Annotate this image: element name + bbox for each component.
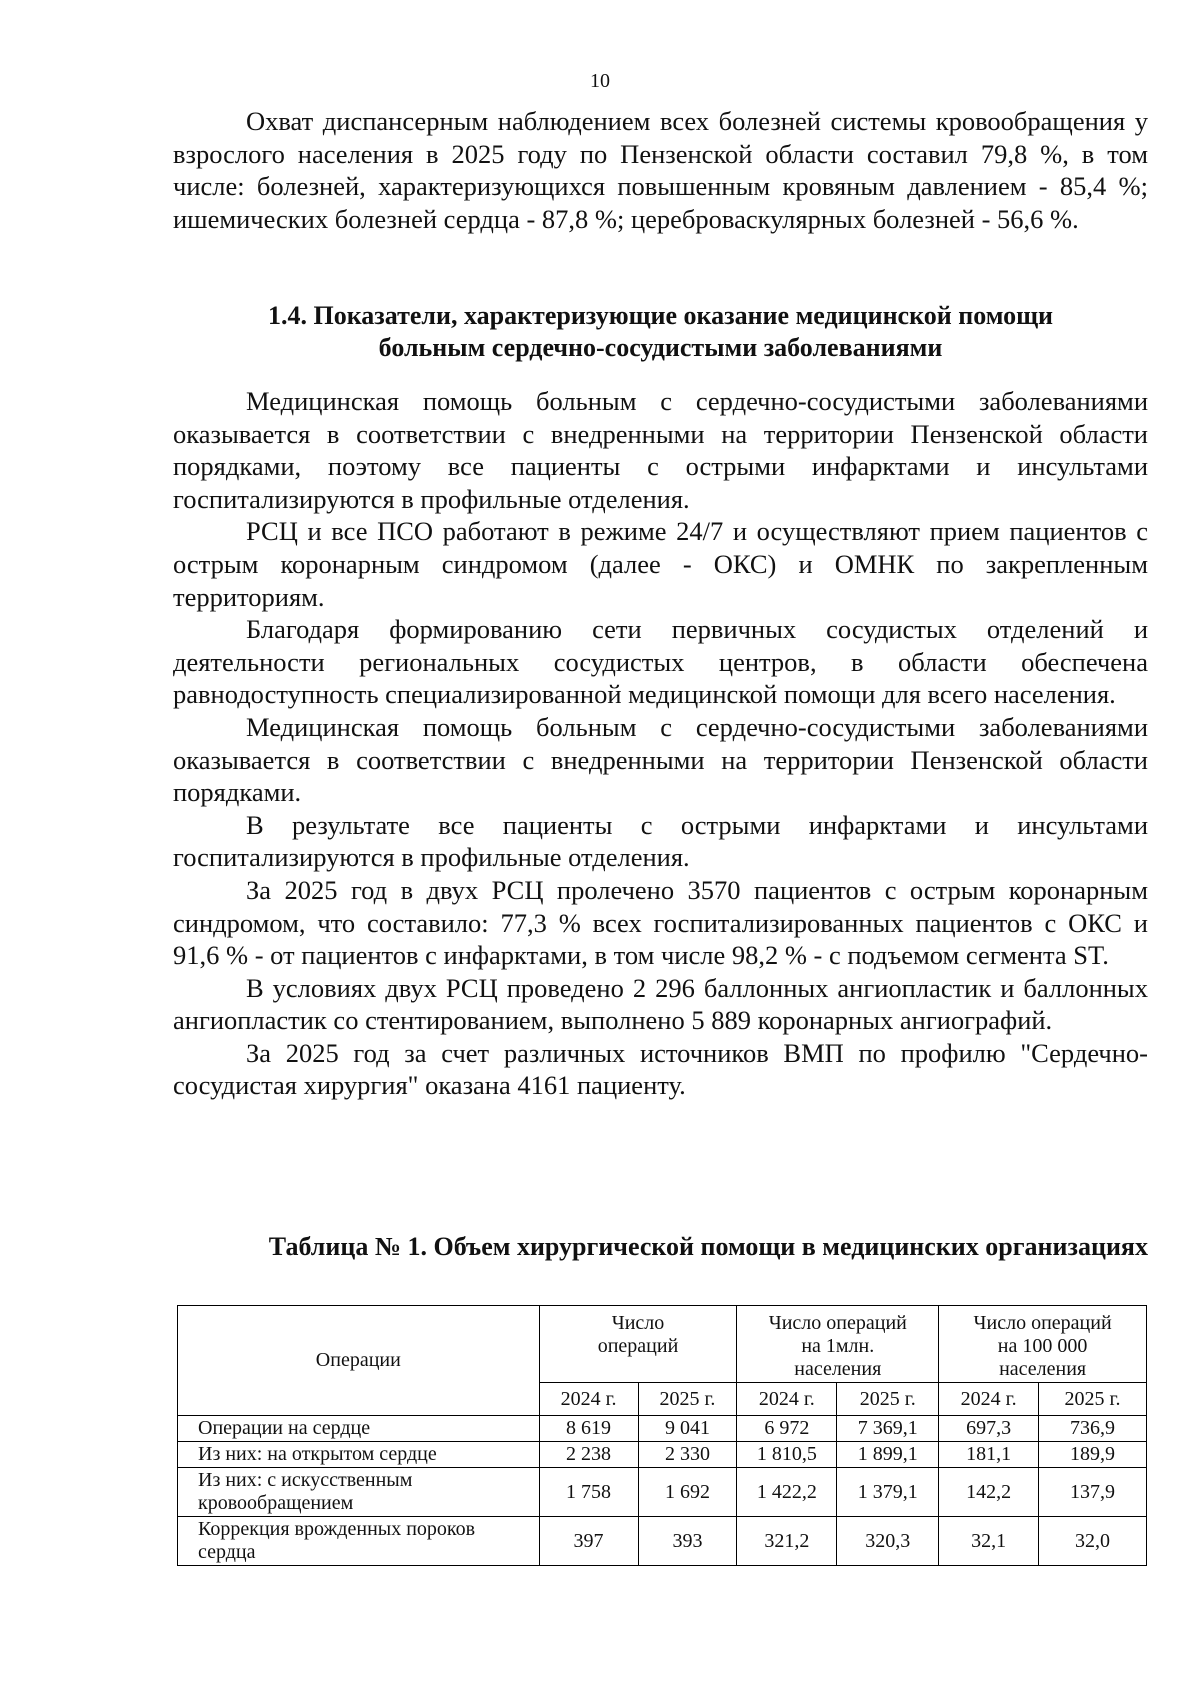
paragraph: В условиях двух РСЦ проведено 2 296 баллонных ангиопластик и баллонных ангиопластик со стентированием, выполнено 5 889 коронарных ангиографий. [173, 972, 1148, 1036]
paragraph: РСЦ и все ПСО работают в режиме 24/7 и осуществляют прием пациентов с острым коронарным синдромом (далее - ОКС) и ОМНК по закрепленным территориям. [173, 516, 1148, 612]
intro-text [173, 105, 1148, 235]
header-line: населения [999, 1358, 1087, 1380]
header-line: Число операций [768, 1312, 907, 1334]
table-row [178, 1468, 1147, 1517]
column-header-operations: Операции [178, 1306, 540, 1416]
table-row [178, 1416, 1147, 1442]
paragraph: За 2025 год за счет различных источников ВМП по профилю "Сердечно-сосудистая хирургия" оказана 4161 пациенту. [173, 1037, 1148, 1101]
page-number: 10 [590, 70, 610, 92]
table-cell: 1 692 [638, 1468, 737, 1517]
paragraph: Медицинская помощь больным с сердечно-сосудистыми заболеваниями оказывается в соответствии с внедренными на территории Пензенской области порядками. [173, 711, 1148, 808]
year-header: 2024 г. [539, 1383, 638, 1416]
table-cell: 1 899,1 [837, 1442, 939, 1468]
section-heading-line: больным сердечно-сосудистыми заболеваниями [378, 333, 943, 362]
year-header: 2025 г. [837, 1383, 939, 1416]
body-text [173, 385, 1148, 1102]
table-cell: 9 041 [638, 1416, 737, 1442]
table-cell: 1 379,1 [837, 1468, 939, 1517]
table-cell: 1 758 [539, 1468, 638, 1517]
column-group-per-million [737, 1306, 939, 1383]
year-header: 2025 г. [638, 1383, 737, 1416]
table-cell: 393 [638, 1517, 737, 1566]
table-cell: 1 422,2 [737, 1468, 837, 1517]
header-line: населения [794, 1358, 882, 1380]
table-cell: 2 330 [638, 1442, 737, 1468]
table-cell: 32,0 [1039, 1517, 1147, 1566]
section-heading-line: 1.4. Показатели, характеризующие оказание медицинской помощи [267, 301, 1053, 330]
year-header: 2025 г. [1039, 1383, 1147, 1416]
header-line: Число [611, 1312, 665, 1334]
table-cell: 142,2 [939, 1468, 1039, 1517]
row-label: Операции на сердце [178, 1416, 540, 1442]
table-cell: 320,3 [837, 1517, 939, 1566]
column-group-operations-count [539, 1306, 737, 1383]
table-row [178, 1442, 1147, 1468]
table-cell: 181,1 [939, 1442, 1039, 1468]
paragraph: Благодаря формированию сети первичных сосудистых отделений и деятельности региональных сосудистых центров, в области обеспечена равнодоступность специализированной медицинской помощи для всего населения. [173, 614, 1148, 710]
table-cell: 8 619 [539, 1416, 638, 1442]
table-row [178, 1517, 1147, 1566]
paragraph: Медицинская помощь больным с сердечно-сосудистыми заболеваниями оказывается в соответствии с внедренными на территории Пензенской области порядками, поэтому все пациенты с острыми инфарктами и инсультами госпитализируются в профильные отделения. [173, 386, 1148, 514]
table-cell: 6 972 [737, 1416, 837, 1442]
surgery-volume-table [177, 1305, 1147, 1566]
table-cell: 397 [539, 1517, 638, 1566]
year-header: 2024 г. [939, 1383, 1039, 1416]
header-line: на 1млн. [801, 1335, 875, 1357]
table-cell: 7 369,1 [837, 1416, 939, 1442]
table-cell: 697,3 [939, 1416, 1039, 1442]
table-cell: 1 810,5 [737, 1442, 837, 1468]
table-caption: Таблица № 1. Объем хирургической помощи в медицинских организациях [268, 1232, 1148, 1261]
intro-paragraph: Охват диспансерным наблюдением всех болезней системы кровообращения у взрослого населения в 2025 году по Пензенской области составил 79,8 %, в том числе: болезней, характеризующихся повышенным кровяным давлением - 85,4 %; ишемических болезней сердца - 87,8 %; цереброваскулярных болезней - 56,6 %. [173, 106, 1148, 234]
table-cell: 32,1 [939, 1517, 1039, 1566]
year-header: 2024 г. [737, 1383, 837, 1416]
section-heading [173, 300, 1148, 364]
header-line: операций [597, 1335, 679, 1357]
table-cell: 189,9 [1039, 1442, 1147, 1468]
row-label: Коррекция врожденных пороков сердца [178, 1517, 540, 1566]
row-label: Из них: с искусственным кровообращением [178, 1468, 540, 1517]
table-cell: 137,9 [1039, 1468, 1147, 1517]
header-line: на 100 000 [997, 1335, 1088, 1357]
table-cell: 2 238 [539, 1442, 638, 1468]
paragraph: За 2025 год в двух РСЦ пролечено 3570 пациентов с острым коронарным синдромом, что составило: 77,3 % всех госпитализированных пациентов с ОКС и 91,6 % - от пациентов с инфарктами, в том числе 98,2 % - с подъемом сегмента ST. [173, 874, 1148, 971]
table-cell: 736,9 [1039, 1416, 1147, 1442]
paragraph: В результате все пациенты с острыми инфарктами и инсультами госпитализируются в профильные отделения. [173, 809, 1148, 873]
header-line: Число операций [973, 1312, 1112, 1334]
table-header-row [178, 1306, 1147, 1383]
table-cell: 321,2 [737, 1517, 837, 1566]
column-group-per-100k [939, 1306, 1147, 1383]
row-label: Из них: на открытом сердце [178, 1442, 540, 1468]
